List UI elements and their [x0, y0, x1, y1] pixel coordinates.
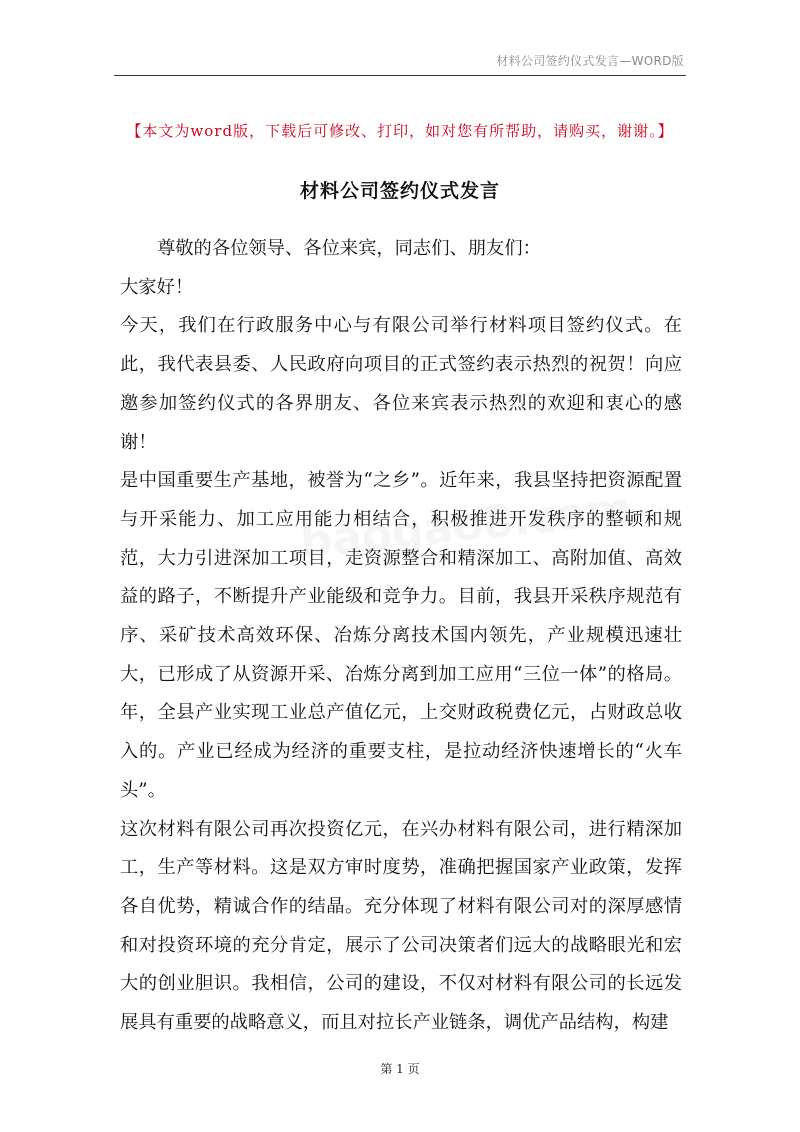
page-number: 第 1 页 [380, 1062, 420, 1076]
document-title: 材料公司签约仪式发言 [299, 180, 500, 202]
purchase-notice: 【本文为word版，下载后可修改、打印，如对您有所帮助，请购买，谢谢。】 [126, 122, 674, 140]
document-body [120, 230, 682, 1043]
header-divider [114, 75, 686, 76]
salutation: 尊敬的各位领导、各位来宾，同志们、朋友们： [157, 238, 541, 259]
body-paragraph: 是中国重要生产基地，被誉为“之乡”。近年来，我县坚持把资源配置与开采能力、加工应用能力相结合，积极推进开发秩序的整顿和规范，大力引进深加工项目，走资源整合和精深加工、高附加值、高效益的路子，不断提升产业能级和竞争力。目前，我县开采秩序规范有序、采矿技术高效环保、冶炼分离技术国内领先，产业规模迅速壮大，已形成了从资源开采、冶炼分离到加工应用“三位一体”的格局。年，全县产业实现工业总产值亿元，上交财政税费亿元，占财政总收入的。产业已经成为经济的重要支柱，是拉动经济快速增长的“火车头”。 [120, 470, 682, 801]
body-paragraph: 这次材料有限公司再次投资亿元，在兴办材料有限公司，进行精深加工，生产等材料。这是双方审时度势，准确把握国家产业政策，发挥各自优势，精诚合作的结晶。充分体现了材料有限公司对的深厚感情和对投资环境的充分肯定，展示了公司决策者们远大的战略眼光和宏大的创业胆识。我相信，公司的建设，不仅对材料有限公司的长远发展具有重要的战略意义，而且对拉长产业链条，调优产品结构，构建 [120, 818, 682, 1034]
greeting: 大家好！ [120, 276, 194, 298]
body-paragraph: 今天，我们在行政服务中心与有限公司举行材料项目签约仪式。在此，我代表县委、人民政府向项目的正式签约表示热烈的祝贺！向应邀参加签约仪式的各界朋友、各位来宾表示热烈的欢迎和衷心的感谢！ [120, 315, 682, 453]
running-header: 材料公司签约仪式发言—WORD版 [496, 54, 684, 68]
